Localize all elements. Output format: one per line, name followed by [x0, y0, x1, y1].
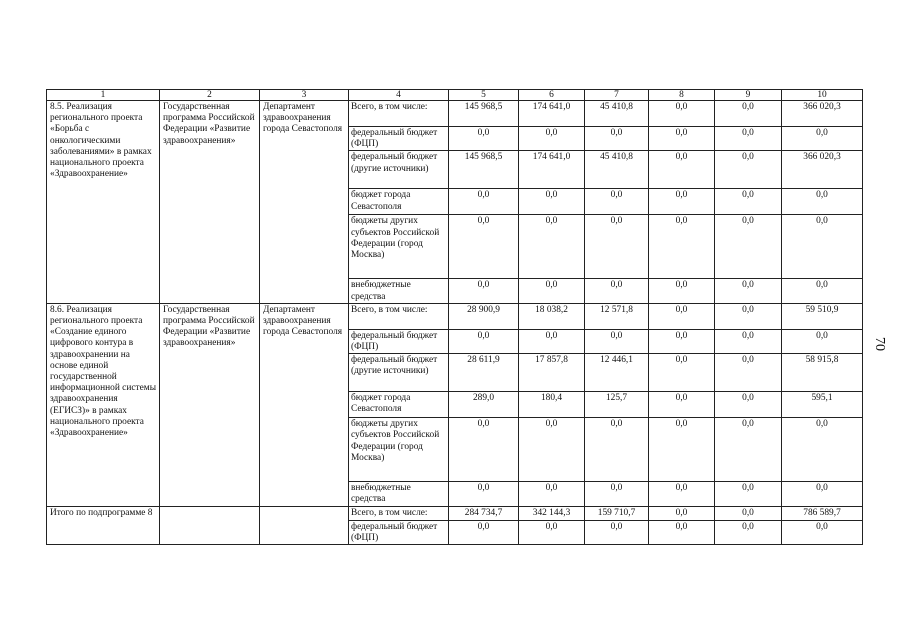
table-row: [47, 506, 863, 520]
value-cell-v5: 0,0: [449, 482, 519, 506]
value-cell-v9: 0,0: [715, 506, 782, 520]
value-cell-v10: 0,0: [782, 329, 863, 353]
value-cell-v10: 58 915,8: [782, 354, 863, 392]
funding-source-cell: Всего, в том числе:: [349, 506, 449, 520]
value-cell-v6: 18 038,2: [519, 303, 585, 329]
value-cell-v10: 0,0: [782, 520, 863, 544]
value-cell-v8: 0,0: [649, 127, 715, 151]
funding-source-cell: бюджет города Севастополя: [349, 392, 449, 418]
value-cell-v7: 125,7: [585, 392, 649, 418]
value-cell-v7: 12 571,8: [585, 303, 649, 329]
value-cell-v7: 45 410,8: [585, 101, 649, 127]
header-cell: 2: [160, 90, 260, 101]
value-cell-v5: 0,0: [449, 418, 519, 482]
value-cell-v10: 0,0: [782, 418, 863, 482]
value-cell-v8: 0,0: [649, 151, 715, 189]
funding-source-cell: внебюджетные средства: [349, 279, 449, 303]
program-cell: Государственная программа Российской Федерации «Развитие здравоохранения»: [160, 101, 260, 304]
value-cell-v8: 0,0: [649, 279, 715, 303]
value-cell-v6: 180,4: [519, 392, 585, 418]
value-cell-v6: 0,0: [519, 482, 585, 506]
value-cell-v7: 0,0: [585, 127, 649, 151]
header-cell: 3: [260, 90, 349, 101]
executor-cell: Департамент здравоохранения города Севастополя: [260, 101, 349, 304]
value-cell-v7: 0,0: [585, 482, 649, 506]
value-cell-v10: 0,0: [782, 127, 863, 151]
funding-source-cell: внебюджетные средства: [349, 482, 449, 506]
value-cell-v5: 145 968,5: [449, 101, 519, 127]
program-cell: Государственная программа Российской Федерации «Развитие здравоохранения»: [160, 303, 260, 506]
value-cell-v9: 0,0: [715, 354, 782, 392]
value-cell-v8: 0,0: [649, 520, 715, 544]
value-cell-v9: 0,0: [715, 482, 782, 506]
value-cell-v6: 17 857,8: [519, 354, 585, 392]
table-row: [47, 101, 863, 127]
value-cell-v7: 12 446,1: [585, 354, 649, 392]
value-cell-v6: 0,0: [519, 329, 585, 353]
header-cell: 7: [585, 90, 649, 101]
value-cell-v8: 0,0: [649, 329, 715, 353]
value-cell-v8: 0,0: [649, 506, 715, 520]
value-cell-v10: 0,0: [782, 189, 863, 215]
value-cell-v9: 0,0: [715, 127, 782, 151]
value-cell-v9: 0,0: [715, 279, 782, 303]
funding-source-cell: федеральный бюджет (другие источники): [349, 354, 449, 392]
value-cell-v6: 0,0: [519, 520, 585, 544]
funding-source-cell: бюджет города Севастополя: [349, 189, 449, 215]
value-cell-v9: 0,0: [715, 329, 782, 353]
value-cell-v9: 0,0: [715, 151, 782, 189]
value-cell-v9: 0,0: [715, 520, 782, 544]
value-cell-v9: 0,0: [715, 392, 782, 418]
value-cell-v9: 0,0: [715, 189, 782, 215]
value-cell-v5: 284 734,7: [449, 506, 519, 520]
value-cell-v6: 0,0: [519, 127, 585, 151]
page-number: 70: [872, 337, 887, 351]
value-cell-v10: 786 589,7: [782, 506, 863, 520]
value-cell-v6: 342 144,3: [519, 506, 585, 520]
value-cell-v5: 0,0: [449, 520, 519, 544]
header-cell: 6: [519, 90, 585, 101]
funding-source-cell: федеральный бюджет (ФЦП): [349, 127, 449, 151]
value-cell-v5: 0,0: [449, 127, 519, 151]
header-cell: 10: [782, 90, 863, 101]
value-cell-v6: 174 641,0: [519, 151, 585, 189]
value-cell-v8: 0,0: [649, 215, 715, 279]
budget-table: [46, 89, 863, 545]
value-cell-v10: 0,0: [782, 279, 863, 303]
header-row: [47, 90, 863, 101]
executor-cell: Департамент здравоохранения города Севастополя: [260, 303, 349, 506]
funding-source-cell: Всего, в том числе:: [349, 101, 449, 127]
activity-name-cell: Итого по подпрограмме 8: [47, 506, 160, 544]
value-cell-v7: 0,0: [585, 329, 649, 353]
value-cell-v6: 0,0: [519, 215, 585, 279]
value-cell-v5: 0,0: [449, 189, 519, 215]
funding-source-cell: бюджеты других субъектов Российской Федерации (город Москва): [349, 418, 449, 482]
value-cell-v8: 0,0: [649, 101, 715, 127]
header-cell: 9: [715, 90, 782, 101]
value-cell-v5: 0,0: [449, 329, 519, 353]
value-cell-v10: 366 020,3: [782, 101, 863, 127]
funding-source-cell: бюджеты других субъектов Российской Федерации (город Москва): [349, 215, 449, 279]
value-cell-v7: 0,0: [585, 189, 649, 215]
value-cell-v5: 0,0: [449, 215, 519, 279]
value-cell-v7: 159 710,7: [585, 506, 649, 520]
value-cell-v10: 59 510,9: [782, 303, 863, 329]
value-cell-v6: 0,0: [519, 418, 585, 482]
program-cell: [160, 506, 260, 544]
value-cell-v9: 0,0: [715, 215, 782, 279]
value-cell-v6: 0,0: [519, 279, 585, 303]
header-cell: 8: [649, 90, 715, 101]
value-cell-v7: 0,0: [585, 215, 649, 279]
value-cell-v10: 595,1: [782, 392, 863, 418]
funding-source-cell: Всего, в том числе:: [349, 303, 449, 329]
value-cell-v10: 0,0: [782, 215, 863, 279]
value-cell-v7: 0,0: [585, 520, 649, 544]
value-cell-v5: 145 968,5: [449, 151, 519, 189]
value-cell-v10: 0,0: [782, 482, 863, 506]
value-cell-v8: 0,0: [649, 482, 715, 506]
value-cell-v8: 0,0: [649, 418, 715, 482]
value-cell-v10: 366 020,3: [782, 151, 863, 189]
header-cell: 5: [449, 90, 519, 101]
value-cell-v8: 0,0: [649, 354, 715, 392]
funding-source-cell: федеральный бюджет (ФЦП): [349, 520, 449, 544]
value-cell-v6: 0,0: [519, 189, 585, 215]
funding-source-cell: федеральный бюджет (ФЦП): [349, 329, 449, 353]
funding-source-cell: федеральный бюджет (другие источники): [349, 151, 449, 189]
value-cell-v5: 0,0: [449, 279, 519, 303]
activity-name-cell: 8.6. Реализация регионального проекта «Создание единого цифрового контура в здравоохранении на основе единой государственной информационной системы здравоохранения (ЕГИСЗ)» в рамках национального проекта «Здравоохранение»: [47, 303, 160, 506]
activity-name-cell: 8.5. Реализация регионального проекта «Борьба с онкологическими заболеваниями» в рамках национального проекта «Здравоохранение»: [47, 101, 160, 304]
value-cell-v5: 28 900,9: [449, 303, 519, 329]
header-cell: 4: [349, 90, 449, 101]
value-cell-v9: 0,0: [715, 303, 782, 329]
executor-cell: [260, 506, 349, 544]
value-cell-v7: 0,0: [585, 418, 649, 482]
value-cell-v8: 0,0: [649, 392, 715, 418]
value-cell-v7: 0,0: [585, 279, 649, 303]
value-cell-v7: 45 410,8: [585, 151, 649, 189]
value-cell-v5: 289,0: [449, 392, 519, 418]
value-cell-v9: 0,0: [715, 101, 782, 127]
value-cell-v6: 174 641,0: [519, 101, 585, 127]
value-cell-v8: 0,0: [649, 303, 715, 329]
header-cell: 1: [47, 90, 160, 101]
value-cell-v9: 0,0: [715, 418, 782, 482]
value-cell-v5: 28 611,9: [449, 354, 519, 392]
table-row: [47, 303, 863, 329]
value-cell-v8: 0,0: [649, 189, 715, 215]
